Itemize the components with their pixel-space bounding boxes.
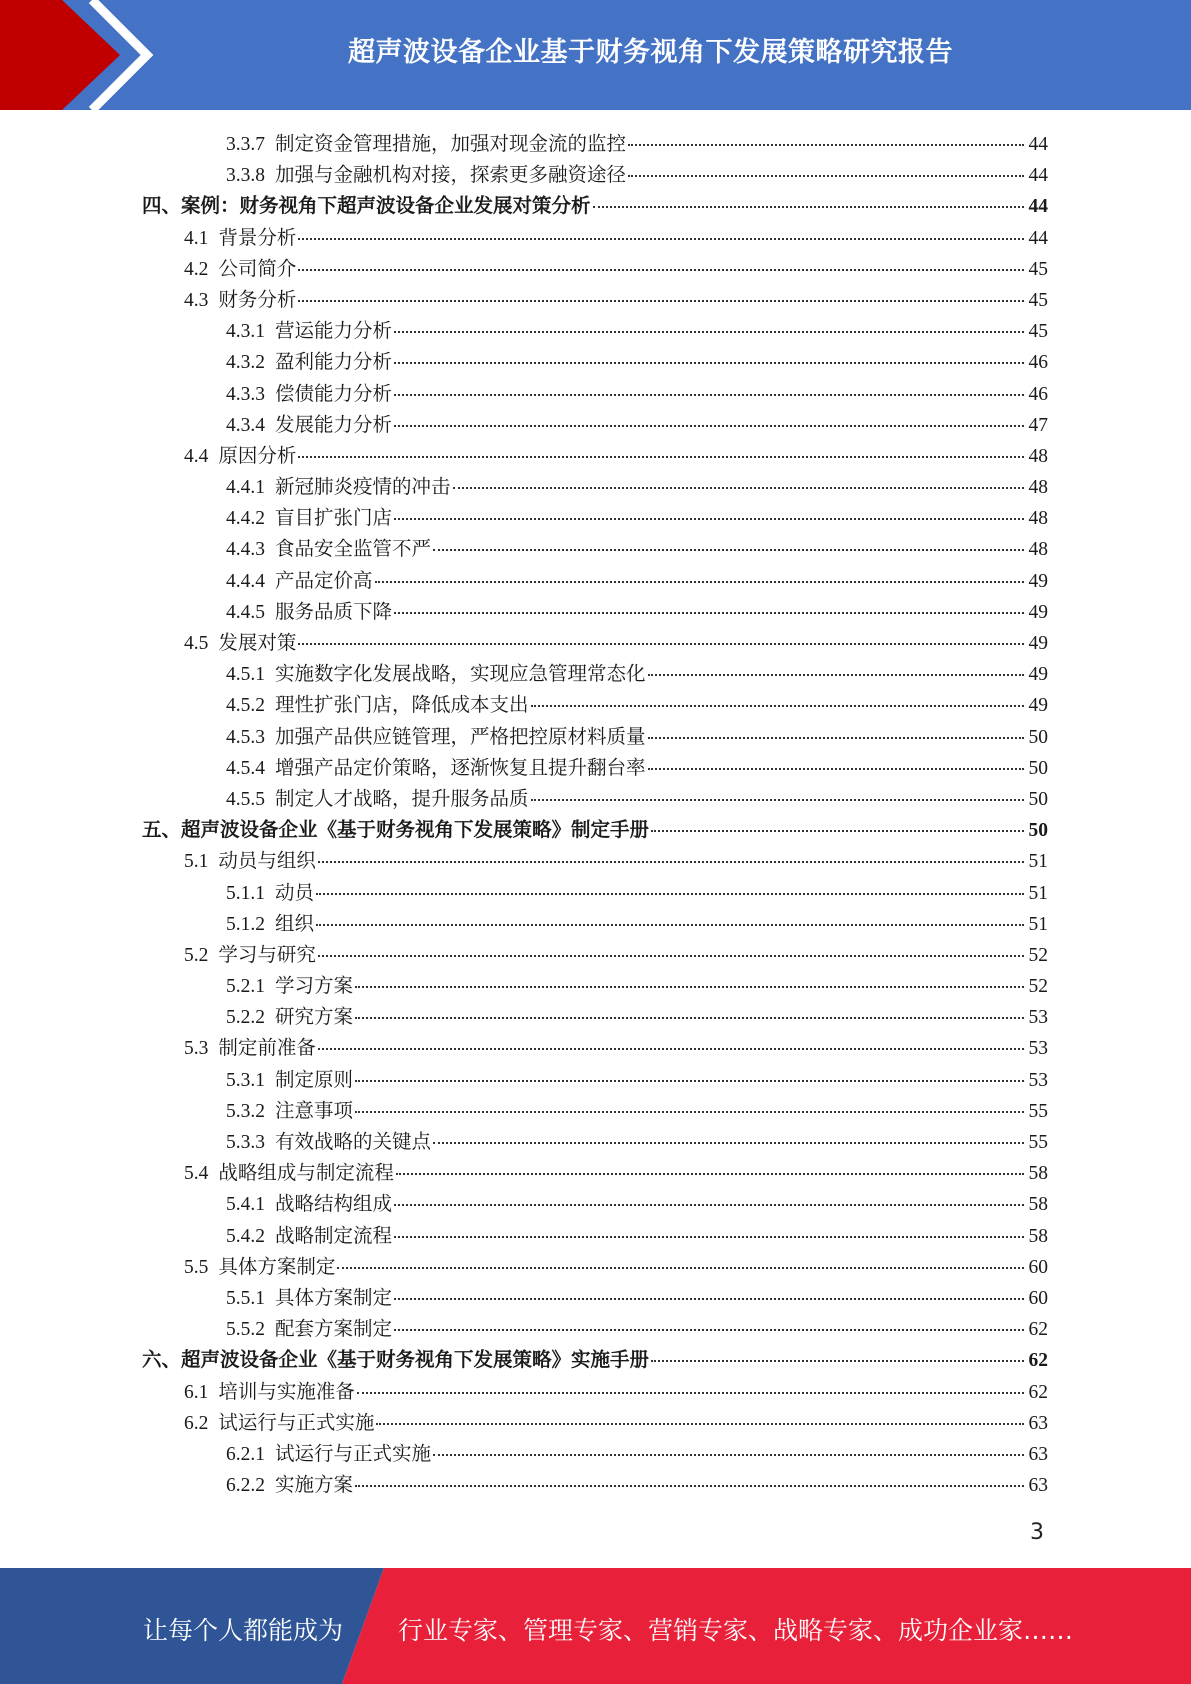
toc-entry-title: 发展能力分析 — [275, 414, 393, 436]
toc-entry[interactable] — [142, 565, 1048, 596]
toc-entry-number: 4.5.5 — [226, 788, 265, 810]
toc-dot-leader — [453, 487, 1024, 489]
toc-entry-page: 60 — [1028, 1287, 1048, 1309]
page-number: 3 — [1030, 1520, 1044, 1545]
toc-entry[interactable] — [142, 128, 1048, 159]
toc-entry-number: 5.2.2 — [226, 1007, 265, 1029]
toc-entry-page: 44 — [1028, 196, 1048, 218]
toc-entry-number: 5.3 — [184, 1038, 209, 1060]
toc-entry[interactable] — [142, 1032, 1048, 1063]
toc-entry-page: 55 — [1028, 1132, 1048, 1153]
toc-entry-title: 实施数字化发展战略，实现应急管理常态化 — [275, 664, 646, 686]
toc-entry-number: 5.2 — [184, 944, 209, 966]
toc-entry[interactable] — [142, 1126, 1048, 1157]
toc-entry-title: 偿债能力分析 — [275, 383, 393, 405]
toc-entry[interactable] — [142, 1220, 1048, 1251]
toc-entry-page: 50 — [1028, 820, 1048, 842]
toc-entry-title: 理性扩张门店，降低成本支出 — [275, 695, 529, 717]
toc-entry-page: 50 — [1028, 788, 1048, 810]
toc-dot-leader — [355, 1017, 1024, 1019]
toc-entry-title: 动员 — [275, 882, 315, 904]
toc-dot-leader — [396, 1173, 1024, 1175]
toc-entry[interactable] — [142, 502, 1048, 533]
toc-entry[interactable] — [142, 409, 1048, 440]
toc-dot-leader — [298, 300, 1024, 302]
toc-dot-leader — [394, 612, 1024, 614]
toc-entry-number: 3.3.8 — [226, 165, 265, 187]
toc-entry-number: 4.4.4 — [226, 570, 265, 592]
toc-dot-leader — [433, 1454, 1024, 1456]
toc-dot-leader — [651, 1360, 1024, 1362]
toc-entry-number: 4.5 — [184, 633, 209, 654]
toc-entry[interactable] — [142, 814, 1048, 845]
toc-entry-page: 62 — [1028, 1319, 1048, 1341]
toc-dot-leader — [318, 955, 1024, 957]
toc-entry[interactable] — [142, 346, 1048, 377]
toc-entry[interactable] — [142, 1407, 1048, 1438]
toc-dot-leader — [394, 362, 1024, 364]
toc-dot-leader — [298, 643, 1024, 645]
toc-entry-number: 4.5.3 — [226, 726, 265, 748]
toc-entry-title: 服务品质下降 — [275, 601, 393, 623]
toc-entry-page: 49 — [1028, 695, 1048, 717]
toc-dot-leader — [648, 737, 1024, 739]
toc-entry-number: 5.4.1 — [226, 1194, 265, 1216]
toc-entry[interactable] — [142, 783, 1048, 814]
toc-entry-number: 5.5 — [184, 1256, 209, 1278]
toc-entry-title: 配套方案制定 — [275, 1319, 393, 1341]
toc-entry-page: 44 — [1028, 134, 1048, 155]
toc-entry[interactable] — [142, 1344, 1048, 1375]
toc-entry-title: 产品定价高 — [275, 570, 373, 592]
toc-dot-leader — [394, 518, 1024, 520]
toc-entry[interactable] — [142, 1469, 1048, 1500]
toc-entry[interactable] — [142, 222, 1048, 253]
toc-entry[interactable] — [142, 533, 1048, 564]
toc-dot-leader — [648, 674, 1024, 676]
toc-entry[interactable] — [142, 1188, 1048, 1219]
toc-entry-page: 49 — [1028, 570, 1048, 592]
toc-entry-title: 营运能力分析 — [275, 321, 393, 343]
toc-dot-leader — [394, 331, 1024, 333]
toc-entry-page: 53 — [1028, 1038, 1048, 1060]
toc-entry-page: 44 — [1028, 227, 1048, 249]
toc-entry-page: 51 — [1028, 913, 1048, 935]
toc-entry-title: 制定人才战略，提升服务品质 — [275, 788, 529, 810]
toc-dot-leader — [355, 1080, 1024, 1082]
toc-entry-page: 48 — [1028, 539, 1048, 561]
toc-entry-page: 45 — [1028, 321, 1048, 343]
toc-entry-page: 48 — [1028, 445, 1048, 467]
toc-entry-title: 盲目扩张门店 — [275, 508, 393, 530]
toc-dot-leader — [394, 1204, 1024, 1206]
toc-entry-page: 60 — [1028, 1256, 1048, 1278]
toc-entry-number: 4.3 — [184, 289, 209, 311]
toc-entry-title: 制定资金管理措施，加强对现金流的监控 — [275, 134, 627, 155]
toc-dot-leader — [316, 924, 1024, 926]
toc-entry[interactable] — [142, 253, 1048, 284]
toc-entry-title: 食品安全监管不严 — [275, 539, 432, 561]
toc-entry-page: 58 — [1028, 1194, 1048, 1216]
toc-entry-number: 5.3.2 — [226, 1100, 265, 1122]
toc-entry-page: 62 — [1028, 1350, 1048, 1372]
toc-dot-leader — [394, 394, 1024, 396]
toc-entry-title: 财务分析 — [218, 289, 297, 311]
toc-entry-page: 48 — [1028, 477, 1048, 499]
toc-entry[interactable] — [142, 721, 1048, 752]
toc-entry[interactable] — [142, 1282, 1048, 1313]
toc-entry-title: 具体方案制定 — [218, 1256, 336, 1278]
toc-entry-title: 战略制定流程 — [275, 1225, 393, 1247]
toc-entry-number: 5.1 — [184, 851, 209, 873]
toc-entry-title: 六、超声波设备企业《基于财务视角下发展策略》实施手册 — [142, 1350, 650, 1372]
toc-dot-leader — [298, 456, 1024, 458]
toc-entry-number: 4.5.1 — [226, 664, 265, 686]
toc-entry-page: 45 — [1028, 289, 1048, 311]
toc-entry-number: 6.2.1 — [226, 1443, 265, 1465]
page-header — [0, 0, 1191, 110]
toc-entry-number: 4.5.2 — [226, 695, 265, 717]
toc-entry[interactable] — [142, 1313, 1048, 1344]
toc-dot-leader — [628, 144, 1024, 146]
toc-entry[interactable] — [142, 440, 1048, 471]
toc-dot-leader — [355, 1485, 1024, 1487]
toc-entry[interactable] — [142, 1001, 1048, 1032]
toc-entry[interactable] — [142, 1438, 1048, 1469]
toc-entry-number: 5.1.2 — [226, 913, 265, 935]
toc-entry-title: 原因分析 — [218, 445, 297, 467]
toc-dot-leader — [357, 1392, 1024, 1394]
toc-entry-number: 6.2 — [184, 1412, 209, 1434]
toc-entry[interactable] — [142, 378, 1048, 409]
toc-entry-title: 加强产品供应链管理，严格把控原材料质量 — [275, 726, 646, 748]
toc-entry-number: 4.3.4 — [226, 414, 265, 436]
toc-dot-leader — [433, 549, 1024, 551]
toc-entry-title: 五、超声波设备企业《基于财务视角下发展策略》制定手册 — [142, 820, 650, 842]
toc-entry[interactable] — [142, 1376, 1048, 1407]
toc-entry-page: 48 — [1028, 508, 1048, 530]
toc-entry-title: 公司简介 — [218, 258, 297, 280]
toc-entry-page: 52 — [1028, 944, 1048, 966]
toc-entry[interactable] — [142, 1157, 1048, 1188]
toc-entry-title: 增强产品定价策略，逐渐恢复且提升翻台率 — [275, 757, 646, 779]
toc-entry-page: 50 — [1028, 757, 1048, 779]
toc-entry-title: 四、案例：财务视角下超声波设备企业发展对策分析 — [142, 196, 591, 218]
toc-entry-title: 组织 — [275, 913, 315, 935]
toc-entry-number: 4.1 — [184, 227, 209, 249]
toc-dot-leader — [298, 238, 1024, 240]
toc-entry-number: 4.3.3 — [226, 383, 265, 405]
toc-entry-page: 51 — [1028, 851, 1048, 873]
toc-entry-number: 5.3.3 — [226, 1132, 265, 1153]
toc-entry-title: 具体方案制定 — [275, 1287, 393, 1309]
header-red-chevron — [0, 0, 120, 110]
toc-entry-page: 49 — [1028, 664, 1048, 686]
toc-entry-title: 战略结构组成 — [275, 1194, 393, 1216]
toc-dot-leader — [316, 893, 1024, 895]
toc-dot-leader — [355, 986, 1024, 988]
toc-dot-leader — [531, 799, 1024, 801]
toc-entry-title: 实施方案 — [275, 1475, 354, 1497]
toc-entry-title: 注意事项 — [275, 1100, 354, 1122]
toc-entry-page: 47 — [1028, 414, 1048, 436]
toc-dot-leader — [593, 206, 1024, 208]
toc-entry-number: 4.5.4 — [226, 757, 265, 779]
toc-entry-title: 盈利能力分析 — [275, 352, 393, 374]
toc-entry-title: 加强与金融机构对接，探索更多融资途径 — [275, 165, 627, 187]
toc-entry-number: 3.3.7 — [226, 134, 265, 155]
toc-entry-page: 53 — [1028, 1069, 1048, 1091]
toc-entry-title: 学习方案 — [275, 976, 354, 998]
toc-entry-title: 学习与研究 — [218, 944, 316, 966]
toc-dot-leader — [318, 1048, 1024, 1050]
toc-entry-page: 63 — [1028, 1475, 1048, 1497]
toc-entry[interactable] — [142, 596, 1048, 627]
toc-dot-leader — [298, 269, 1024, 271]
toc-entry-number: 5.5.1 — [226, 1287, 265, 1309]
toc-entry-page: 58 — [1028, 1163, 1048, 1185]
toc-entry-title: 制定原则 — [275, 1069, 354, 1091]
toc-entry-page: 52 — [1028, 976, 1048, 998]
toc-entry[interactable] — [142, 658, 1048, 689]
toc-entry-number: 5.4.2 — [226, 1225, 265, 1247]
toc-entry-number: 4.4.2 — [226, 508, 265, 530]
toc-entry-title: 发展对策 — [218, 633, 297, 654]
toc-entry-title: 试运行与正式实施 — [275, 1443, 432, 1465]
toc-dot-leader — [394, 425, 1024, 427]
toc-entry-page: 58 — [1028, 1225, 1048, 1247]
toc-dot-leader — [433, 1142, 1024, 1144]
toc-entry-number: 6.1 — [184, 1381, 209, 1403]
toc-entry-page: 51 — [1028, 882, 1048, 904]
page-footer — [0, 1568, 1191, 1684]
toc-entry[interactable] — [142, 908, 1048, 939]
toc-entry-number: 4.4.3 — [226, 539, 265, 561]
toc-entry[interactable] — [142, 1064, 1048, 1095]
toc-dot-leader — [355, 1111, 1024, 1113]
toc-dot-leader — [394, 1329, 1024, 1331]
report-title: 超声波设备企业基于财务视角下发展策略研究报告 — [348, 37, 953, 68]
toc-entry-number: 4.3.1 — [226, 321, 265, 343]
toc-entry-page: 49 — [1028, 633, 1048, 654]
toc-entry[interactable] — [142, 190, 1048, 221]
toc-entry[interactable] — [142, 939, 1048, 970]
toc-dot-leader — [376, 1423, 1024, 1425]
toc-dot-leader — [375, 581, 1024, 583]
toc-dot-leader — [337, 1267, 1024, 1269]
toc-entry-page: 50 — [1028, 726, 1048, 748]
toc-entry-number: 6.2.2 — [226, 1475, 265, 1497]
toc-dot-leader — [651, 830, 1024, 832]
toc-entry-number: 5.1.1 — [226, 882, 265, 904]
toc-dot-leader — [648, 768, 1024, 770]
footer-slogan-left: 让每个人都能成为 — [143, 1616, 344, 1645]
toc-entry-number: 4.3.2 — [226, 352, 265, 374]
toc-entry[interactable] — [142, 627, 1048, 658]
toc-entry[interactable] — [142, 689, 1048, 720]
toc-entry[interactable] — [142, 284, 1048, 315]
toc-entry[interactable] — [142, 1095, 1048, 1126]
toc-entry-title: 试运行与正式实施 — [218, 1412, 375, 1434]
toc-entry-number: 5.3.1 — [226, 1069, 265, 1091]
table-of-contents — [142, 128, 1048, 1500]
toc-dot-leader — [394, 1236, 1024, 1238]
toc-entry[interactable] — [142, 315, 1048, 346]
toc-entry-number: 5.5.2 — [226, 1319, 265, 1341]
toc-entry-page: 49 — [1028, 601, 1048, 623]
toc-entry-title: 新冠肺炎疫情的冲击 — [275, 477, 451, 499]
toc-entry-page: 53 — [1028, 1007, 1048, 1029]
toc-entry-number: 5.4 — [184, 1163, 209, 1185]
toc-entry-title: 动员与组织 — [218, 851, 316, 873]
toc-entry-number: 4.4 — [184, 445, 209, 467]
toc-entry-number: 5.2.1 — [226, 976, 265, 998]
toc-entry-page: 63 — [1028, 1443, 1048, 1465]
toc-entry-title: 有效战略的关键点 — [275, 1132, 432, 1153]
toc-dot-leader — [318, 861, 1024, 863]
toc-entry-page: 63 — [1028, 1412, 1048, 1434]
toc-entry-title: 制定前准备 — [218, 1038, 316, 1060]
toc-dot-leader — [394, 1298, 1024, 1300]
toc-entry-title: 背景分析 — [218, 227, 297, 249]
toc-entry-page: 62 — [1028, 1381, 1048, 1403]
toc-entry-number: 4.4.5 — [226, 601, 265, 623]
toc-dot-leader — [628, 175, 1024, 177]
toc-entry-title: 研究方案 — [275, 1007, 354, 1029]
toc-entry-number: 4.4.1 — [226, 477, 265, 499]
toc-entry[interactable] — [142, 159, 1048, 190]
toc-entry-page: 46 — [1028, 352, 1048, 374]
toc-entry[interactable] — [142, 845, 1048, 876]
toc-entry[interactable] — [142, 752, 1048, 783]
toc-dot-leader — [531, 705, 1024, 707]
toc-entry-page: 46 — [1028, 383, 1048, 405]
toc-entry-page: 55 — [1028, 1100, 1048, 1122]
toc-entry[interactable] — [142, 970, 1048, 1001]
toc-entry-page: 44 — [1028, 165, 1048, 187]
toc-entry[interactable] — [142, 471, 1048, 502]
toc-entry-page: 45 — [1028, 258, 1048, 280]
toc-entry-title: 战略组成与制定流程 — [218, 1163, 394, 1185]
toc-entry[interactable] — [142, 877, 1048, 908]
footer-slogan-right: 行业专家、管理专家、营销专家、战略专家、成功企业家…… — [398, 1616, 1074, 1645]
toc-entry-title: 培训与实施准备 — [218, 1381, 355, 1403]
toc-entry-number: 4.2 — [184, 258, 209, 280]
toc-entry[interactable] — [142, 1251, 1048, 1282]
